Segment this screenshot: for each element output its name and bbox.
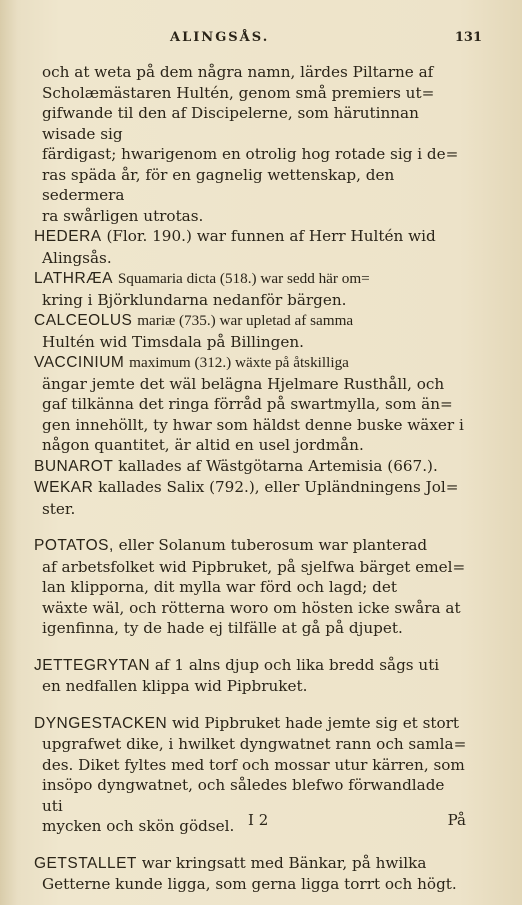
text-line: af arbetsfolket wid Pipbruket, på sjelfwa bärget emel= (42, 557, 466, 576)
entry-potatos (14, 535, 469, 639)
text-line: (Flor. 190.) war funnen af Herr Hultén wid (106, 227, 436, 245)
entry-heading: HEDERA (34, 228, 102, 245)
entry-hedera (14, 226, 469, 268)
text-line: mycken och skön gödsel. (42, 817, 235, 835)
entry-lathraea (14, 268, 469, 310)
text-line: des. Diket fyltes med torf och mossar utur kärren, som (42, 755, 465, 774)
text-line: gifwande til den af Discipelerne, som härutinnan wisade sig (42, 104, 419, 143)
entry-bunarot (14, 456, 469, 478)
text-line: wid Pipbruket hade jemte sig et stort (172, 713, 460, 732)
text-line: upgrafwet dike, i hwilket dyngwatnet rann och samla= (42, 735, 467, 753)
text-line: igenfinna, ty de hade ej tilfälle at gå på djupet. (42, 619, 403, 637)
text-line: Hultén wid Timsdala på Billingen. (42, 332, 304, 351)
running-title: ALINGSÅS. (170, 30, 270, 45)
text-line: eller Solanum tuberosum war planterad (118, 536, 428, 554)
text-line: gaf tilkänna det ringa förråd på swartmylla, som än= (42, 395, 453, 413)
text-line: kring i Björklundarna nedanför bärgen. (42, 290, 347, 309)
text-line: en nedfallen klippa wid Pipbruket. (42, 677, 308, 695)
entry-vaccinium (14, 352, 469, 456)
text-line: wäxte wäl, och rötterna woro om hösten icke swåra at (42, 598, 461, 617)
body-text (14, 62, 469, 895)
entry-heading: JETTEGRYTAN (34, 656, 151, 674)
entry-calceolus (14, 310, 469, 352)
entry-heading: LATHRÆA (34, 270, 114, 287)
entry-heading: VACCINIUM (34, 354, 125, 371)
text-line: och at weta på dem några namn, lärdes Piltarne af (42, 63, 434, 81)
text-line: gen innehöllt, ty hwar som häldst denne buske wäxer i (42, 415, 464, 434)
page-footer (0, 811, 522, 835)
text-line: Squamaria dicta (518.) war sedd här om= (117, 270, 370, 287)
text-line: Alingsås. (42, 248, 112, 267)
text-line: mariæ (735.) war upletad af samma (137, 312, 354, 329)
entry-jettegrytan (14, 655, 469, 697)
text-line: någon quantitet, är altid en usel jordmån. (42, 436, 364, 454)
entry-wekar (14, 477, 469, 519)
entry-heading: CALCEOLUS (34, 312, 133, 329)
text-line: Getterne kunde ligga, som gerna ligga torrt och högt. (42, 875, 457, 893)
text-line: af 1 alns djup och lika bredd sågs uti (154, 655, 440, 674)
text-line: ras späda år, för en gagnelig wettenskap, den sedermera (42, 165, 395, 204)
entry-heading: WEKAR (34, 479, 94, 496)
entry-getstallet (14, 853, 469, 895)
text-line: ra swårligen utrotas. (42, 206, 204, 225)
text-line: insöpo dyngwatnet, och således blefwo förwandlade uti (42, 776, 445, 815)
text-line: färdigast; hwarigenom en otrolig hog rotade sig i de= (42, 145, 459, 163)
text-line: kallades af Wästgötarna Artemisia (667.). (118, 456, 438, 475)
paragraph-scholae (14, 62, 469, 226)
signature-mark: I 2 (248, 811, 269, 829)
text-line: ster. (42, 499, 76, 518)
text-line: maximum (312.) wäxte på åtskilliga (129, 354, 349, 371)
text-line: war kringsatt med Bänkar, på hwilka (141, 853, 427, 872)
page-header (0, 30, 522, 52)
entry-heading: DYNGESTACKEN (34, 714, 168, 732)
entry-heading: POTATOS, (34, 537, 114, 554)
text-line: kallades Salix (792.), eller Upländningens Jol= (98, 478, 459, 496)
text-line: ängar jemte det wäl belägna Hjelmare Rusthåll, och (42, 374, 445, 393)
catchword: På (447, 811, 466, 829)
entry-heading: GETSTALLET (34, 854, 137, 872)
text-line: lan klipporna, dit mylla war förd och lagd; det (42, 578, 397, 596)
text-line: Scholæmästaren Hultén, genom små premiers ut= (42, 83, 435, 102)
entry-heading: BUNAROT (34, 457, 114, 475)
page-number: 131 (454, 30, 482, 45)
